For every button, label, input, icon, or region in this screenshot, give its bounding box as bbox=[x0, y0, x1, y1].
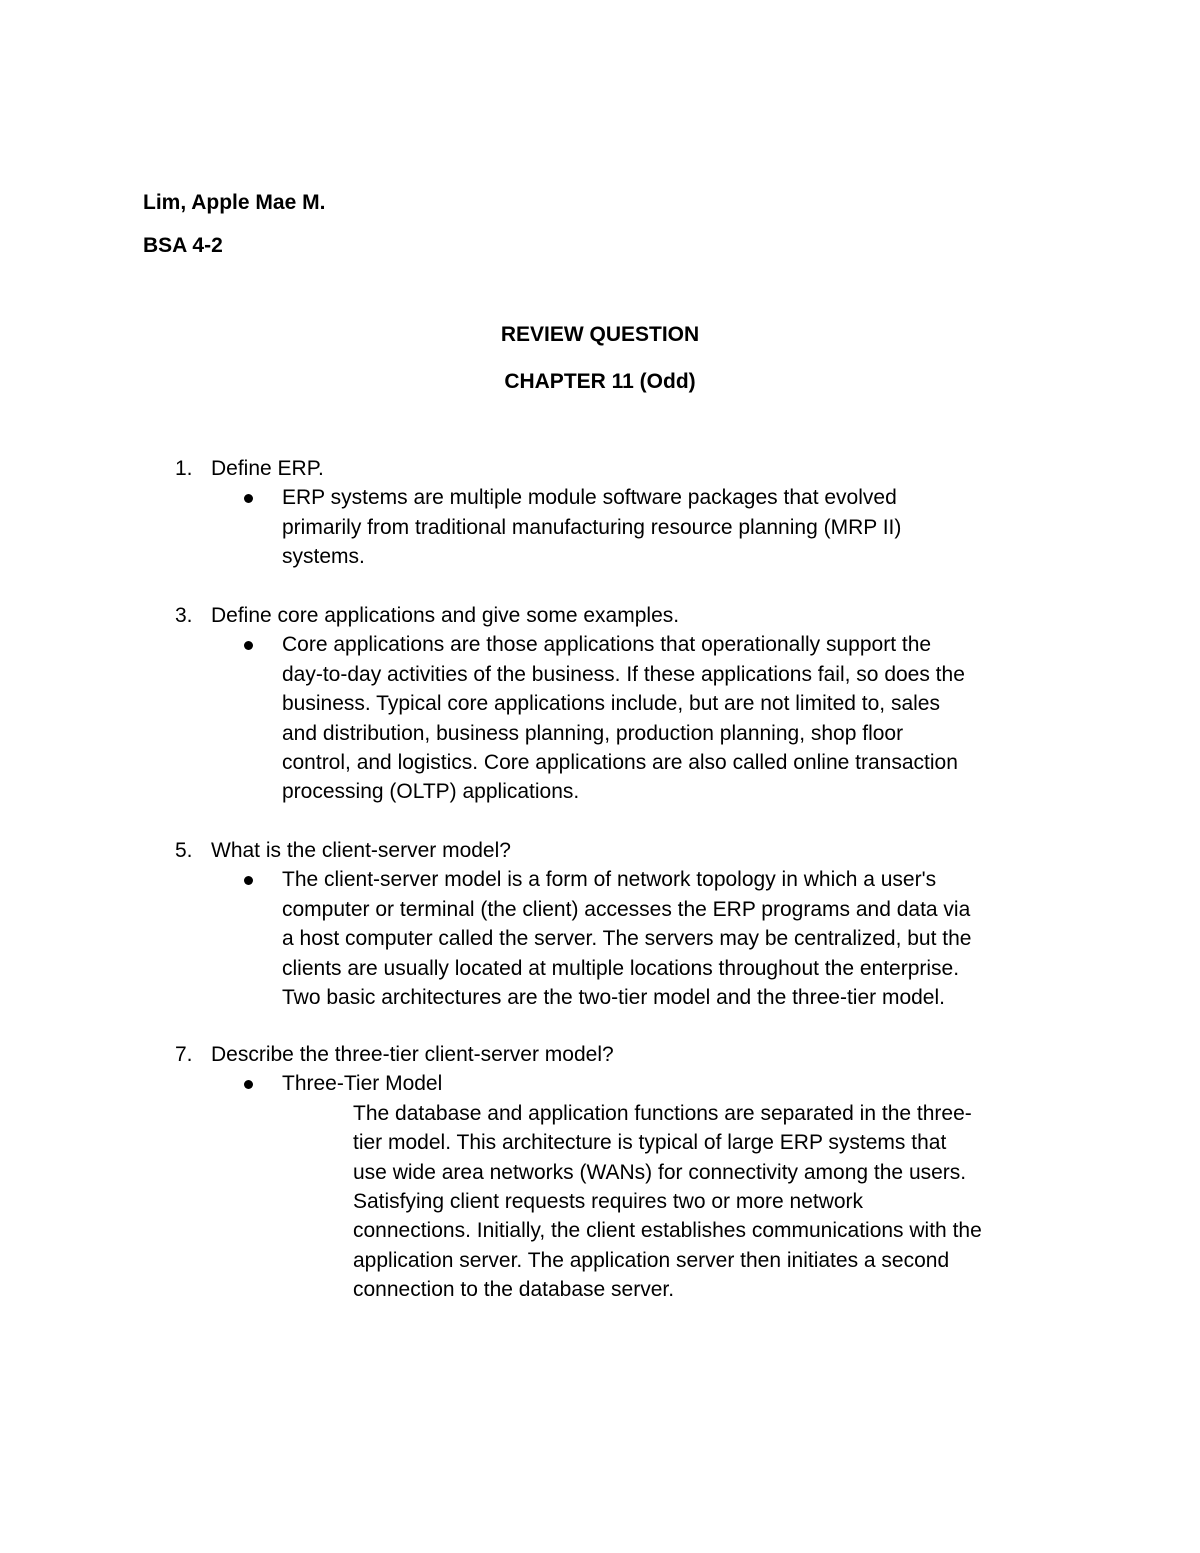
sub-line: application server. The application server then initiates a second bbox=[353, 1248, 950, 1272]
answer-block bbox=[282, 483, 1062, 571]
sub-line: tier model. This architecture is typical of large ERP systems that bbox=[353, 1131, 947, 1155]
answer-line: a host computer called the server. The servers may be centralized, but the bbox=[282, 927, 972, 951]
student-section: BSA 4-2 bbox=[143, 234, 223, 257]
question-text: Define ERP. bbox=[211, 457, 324, 480]
question-number: 5. bbox=[175, 839, 193, 862]
sub-line: Satisfying client requests requires two or more network bbox=[353, 1190, 864, 1214]
answer-heading: Three-Tier Model bbox=[282, 1072, 443, 1096]
question-number: 3. bbox=[175, 604, 193, 627]
sub-line: connection to the database server. bbox=[353, 1278, 675, 1302]
bullet-icon bbox=[244, 1080, 253, 1089]
answer-line: computer or terminal (the client) accesses the ERP programs and data via bbox=[282, 897, 971, 921]
answer-line: processing (OLTP) applications. bbox=[282, 780, 580, 804]
sub-line: The database and application functions are separated in the three- bbox=[353, 1101, 972, 1125]
answer-line: Core applications are those applications that operationally support the bbox=[282, 633, 932, 657]
answer-line: clients are usually located at multiple locations throughout the enterprise. bbox=[282, 956, 960, 980]
document-subtitle: CHAPTER 11 (Odd) bbox=[504, 370, 696, 393]
answer-line: systems. bbox=[282, 545, 365, 569]
question-number: 7. bbox=[175, 1043, 193, 1066]
bullet-icon bbox=[244, 494, 253, 503]
answer-line: and distribution, business planning, production planning, shop floor bbox=[282, 721, 904, 745]
question-text: What is the client-server model? bbox=[211, 839, 511, 862]
sub-line: connections. Initially, the client establishes communications with the bbox=[353, 1219, 982, 1243]
document-title: REVIEW QUESTION bbox=[500, 323, 700, 346]
answer-block bbox=[282, 1069, 1062, 1098]
answer-line: Two basic architectures are the two-tier model and the three-tier model. bbox=[282, 986, 945, 1010]
answer-line: day-to-day activities of the business. If these applications fail, so does the bbox=[282, 662, 965, 686]
bullet-icon bbox=[244, 876, 253, 885]
answer-block bbox=[282, 865, 1062, 1012]
bullet-icon bbox=[244, 641, 253, 650]
answer-line: The client-server model is a form of network topology in which a user's bbox=[282, 868, 937, 892]
question-number: 1. bbox=[175, 457, 193, 480]
answer-line: ERP systems are multiple module software packages that evolved bbox=[282, 486, 897, 510]
question-text: Define core applications and give some examples. bbox=[211, 604, 680, 627]
answer-line: business. Typical core applications include, but are not limited to, sales bbox=[282, 692, 940, 716]
answer-line: primarily from traditional manufacturing resource planning (MRP II) bbox=[282, 515, 902, 539]
question-text: Describe the three-tier client-server model? bbox=[211, 1043, 614, 1066]
sub-line: use wide area networks (WANs) for connectivity among the users. bbox=[353, 1160, 967, 1184]
answer-block bbox=[282, 630, 1062, 806]
student-name: Lim, Apple Mae M. bbox=[143, 191, 326, 214]
answer-line: control, and logistics. Core applications are also called online transaction bbox=[282, 751, 958, 775]
answer-sub-paragraph bbox=[353, 1099, 1073, 1305]
